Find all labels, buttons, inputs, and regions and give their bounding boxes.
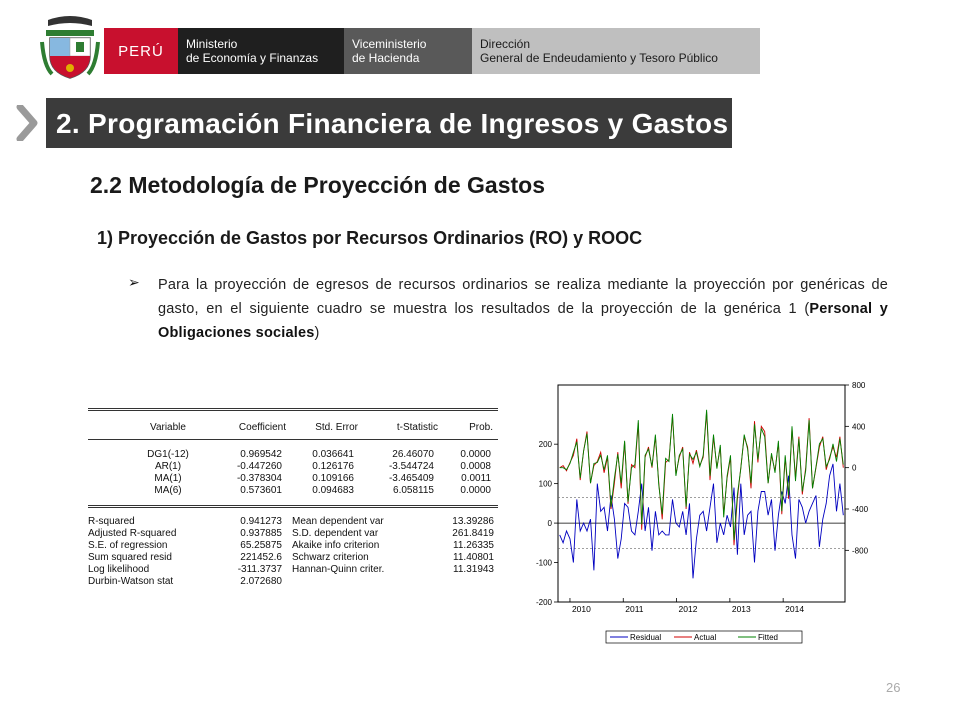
stat-label: Log likelihood — [88, 564, 150, 575]
table-cell: 0.573601 — [240, 485, 282, 496]
header-vice-line1: Viceministerio — [352, 37, 427, 51]
header-cell: Prob. — [469, 422, 493, 433]
stat-label: Mean dependent var — [292, 516, 384, 527]
table-rule — [88, 408, 498, 409]
table-cell: 0.0000 — [460, 485, 491, 496]
stat-label: Durbin-Watson stat — [88, 576, 174, 587]
stat-label: S.E. of regression — [88, 540, 168, 551]
table-cell: 0.109166 — [312, 473, 354, 484]
header-country: PERÚ — [118, 42, 164, 60]
title-bar — [46, 98, 732, 148]
section-heading: 1) Proyección de Gastos por Recursos Ordinarios (RO) y ROOC — [97, 228, 643, 248]
header-cell: Coefficient — [238, 422, 286, 433]
paragraph-text — [158, 273, 888, 345]
table-cell: 0.094683 — [312, 485, 354, 496]
arrow-bullet-icon: ➢ — [128, 274, 140, 290]
header-cell: Variable — [150, 422, 186, 433]
stat-value: 65.25875 — [240, 540, 282, 551]
table-rule — [88, 439, 498, 440]
table-cell: 6.058115 — [393, 485, 434, 496]
legend-label: Residual — [630, 633, 662, 642]
table-cell: -3.465409 — [388, 473, 434, 484]
paragraph-text-after: ) — [314, 325, 320, 341]
table-rule — [88, 507, 498, 508]
stats-row — [88, 564, 498, 576]
table-rule — [88, 505, 498, 506]
stats-row — [88, 516, 498, 528]
table-cell: 0.0008 — [460, 461, 491, 472]
left-axis-tick-label: -100 — [535, 558, 552, 568]
stat-value: 11.31943 — [453, 564, 494, 575]
table-cell: -0.378304 — [236, 473, 282, 484]
table-row — [88, 485, 498, 497]
page-title: 2. Programación Financiera de Ingresos y Gastos — [56, 108, 729, 139]
stat-value: -311.3737 — [237, 564, 282, 575]
left-axis-tick-label: -200 — [535, 598, 552, 607]
stat-label: Sum squared resid — [88, 552, 172, 563]
table-cell: 0.969542 — [240, 449, 282, 460]
header-direction-block — [472, 28, 760, 74]
stat-value: 2.072680 — [240, 576, 282, 587]
table-cell: 0.0011 — [461, 473, 491, 484]
table-row — [88, 461, 498, 473]
x-axis-tick-label: 2013 — [731, 604, 751, 614]
peru-coat-of-arms-logo — [40, 16, 100, 80]
x-axis-tick-label: 2010 — [571, 604, 591, 614]
table-rule — [88, 410, 498, 411]
stat-label: R-squared — [88, 516, 135, 527]
page-number: 26 — [886, 680, 901, 695]
stat-label: Adjusted R-squared — [88, 528, 177, 539]
paragraph-text-before: Para la proyección de egresos de recursos ordinarios se realiza mediante la proyección por genéricas de gasto, en el siguiente cuadro se muestra los resultados de la proyección de la genérica 1 ( — [158, 277, 888, 317]
x-axis-tick-label: 2011 — [625, 604, 644, 614]
right-axis-tick-label: -400 — [852, 505, 869, 514]
header-dir-line1: Dirección — [480, 37, 531, 51]
stats-row — [88, 552, 498, 564]
residual-actual-fitted-chart — [520, 380, 880, 650]
table-cell: -0.447260 — [236, 461, 282, 472]
table-cell: 26.46070 — [392, 449, 434, 460]
right-axis-tick-label: 0 — [852, 463, 857, 473]
table-cell: DG1(-12) — [147, 449, 189, 460]
paragraph-bold: Personal y Obligaciones sociales — [158, 301, 889, 341]
table-cell: AR(1) — [154, 461, 182, 472]
header-ministry-line2: de Economía y Finanzas — [186, 51, 319, 65]
stat-label: Hannan-Quinn criter. — [292, 564, 385, 575]
stats-row — [88, 528, 498, 540]
right-axis-tick-label: -800 — [852, 546, 869, 556]
subtitle: 2.2 Metodología de Proyección de Gastos — [90, 172, 546, 198]
header-ministry-line1: Ministerio — [186, 37, 238, 51]
stat-value: 0.937885 — [240, 528, 282, 539]
table-cell: MA(1) — [154, 473, 182, 484]
table-header-row — [88, 422, 498, 434]
header-cell: t-Statistic — [396, 422, 438, 433]
stat-label: S.D. dependent var — [292, 528, 379, 539]
x-axis-tick-label: 2014 — [785, 604, 805, 614]
stat-value: 11.40801 — [453, 552, 494, 563]
stat-value: 221452.6 — [240, 552, 282, 563]
left-axis-tick-label: 200 — [538, 440, 552, 450]
stats-row — [88, 540, 498, 552]
header-ministry-block — [178, 28, 344, 74]
right-axis-tick-label: 400 — [852, 422, 866, 432]
stat-label: Akaike info criterion — [292, 540, 380, 551]
table-cell: MA(6) — [154, 485, 182, 496]
table-cell: 0.0000 — [460, 449, 491, 460]
header-peru-block — [104, 28, 178, 74]
legend-label: Actual — [694, 633, 717, 642]
header-cell: Std. Error — [315, 422, 358, 433]
stat-value: 11.26335 — [453, 540, 494, 551]
table-cell: -3.544724 — [388, 461, 434, 472]
right-axis-tick-label: 800 — [852, 381, 866, 390]
header-vice-line2: de Hacienda — [352, 51, 420, 65]
stat-value: 261.8419 — [452, 528, 494, 539]
stat-label: Schwarz criterion — [292, 552, 369, 563]
stat-value: 13.39286 — [452, 516, 494, 527]
table-cell: 0.126176 — [312, 461, 354, 472]
left-axis-tick-label: 100 — [538, 479, 552, 489]
stats-row — [88, 576, 498, 588]
header-vice-block — [344, 28, 472, 74]
table-row — [88, 449, 498, 461]
x-axis-tick-label: 2012 — [678, 604, 698, 614]
left-axis-tick-label: 0 — [547, 519, 552, 529]
table-cell: 0.036641 — [312, 449, 354, 460]
table-row — [88, 473, 498, 485]
header-dir-line2: General de Endeudamiento y Tesoro Público — [480, 51, 718, 65]
chevron-right-icon — [14, 105, 44, 141]
legend-label: Fitted — [758, 633, 779, 642]
stat-value: 0.941273 — [240, 516, 282, 527]
